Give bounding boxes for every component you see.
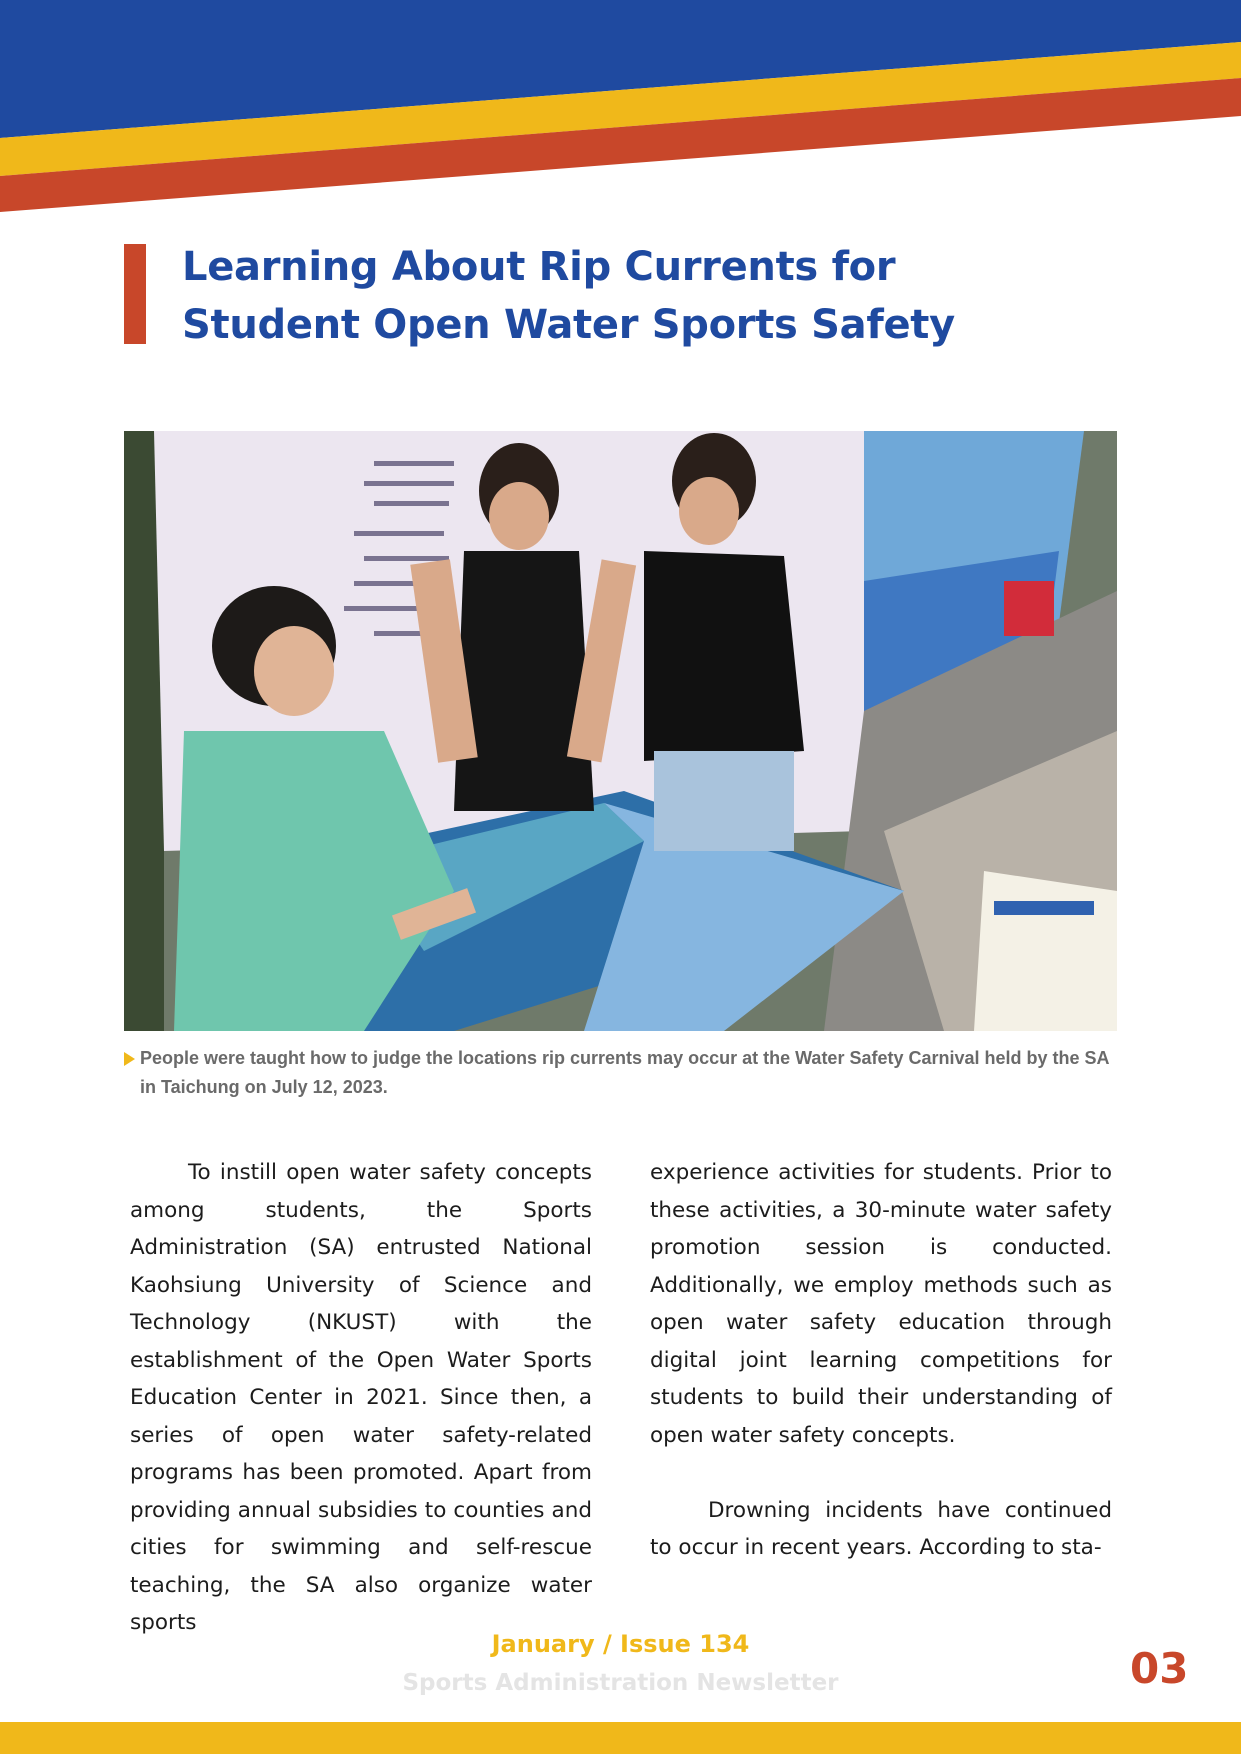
footer-publication-name: Sports Administration Newsletter — [402, 1670, 839, 1696]
header-banner — [0, 0, 1241, 220]
body-paragraph: To instill open water safety concepts among students, the Sports Administration (SA) entrusted National Kaohsiung University of Science and Technology (NKUST) with the establishment of the Open Water Sports Education Center in 2021. Since then, a series of open water safety-related programs has been promoted. Apart from providing annual subsidies to counties and cities for swimming and self-rescue teaching, the SA also organize water sports — [130, 1160, 592, 1635]
caption-marker-icon — [124, 1052, 135, 1066]
footer-bar — [0, 1722, 1241, 1754]
article-title-line1: Learning About Rip Currents for — [182, 244, 896, 290]
page-number: 03 — [1130, 1644, 1189, 1693]
body-paragraph: Drowning incidents have continued to occur in recent years. According to sta- — [650, 1497, 1112, 1560]
article-title-line2: Student Open Water Sports Safety — [182, 302, 955, 348]
footer-issue: January / Issue 134 — [491, 1630, 750, 1658]
body-column-right — [650, 1154, 1112, 1567]
article-photo — [124, 431, 1117, 1031]
photo-caption: People were taught how to judge the locations rip currents may occur at the Water Safety Carnival held by the SA in Taichung on July 12, 2023. — [140, 1048, 1109, 1097]
body-paragraph: experience activities for students. Prior to these activities, a 30-minute water safety promotion session is conducted. Additionally, we employ methods such as open water safety education through digital joint learning competitions for students to build their understanding of open water safety concepts. — [650, 1160, 1112, 1448]
body-column-left — [130, 1154, 592, 1642]
title-accent-bar — [124, 244, 146, 344]
article-title — [182, 238, 1082, 354]
